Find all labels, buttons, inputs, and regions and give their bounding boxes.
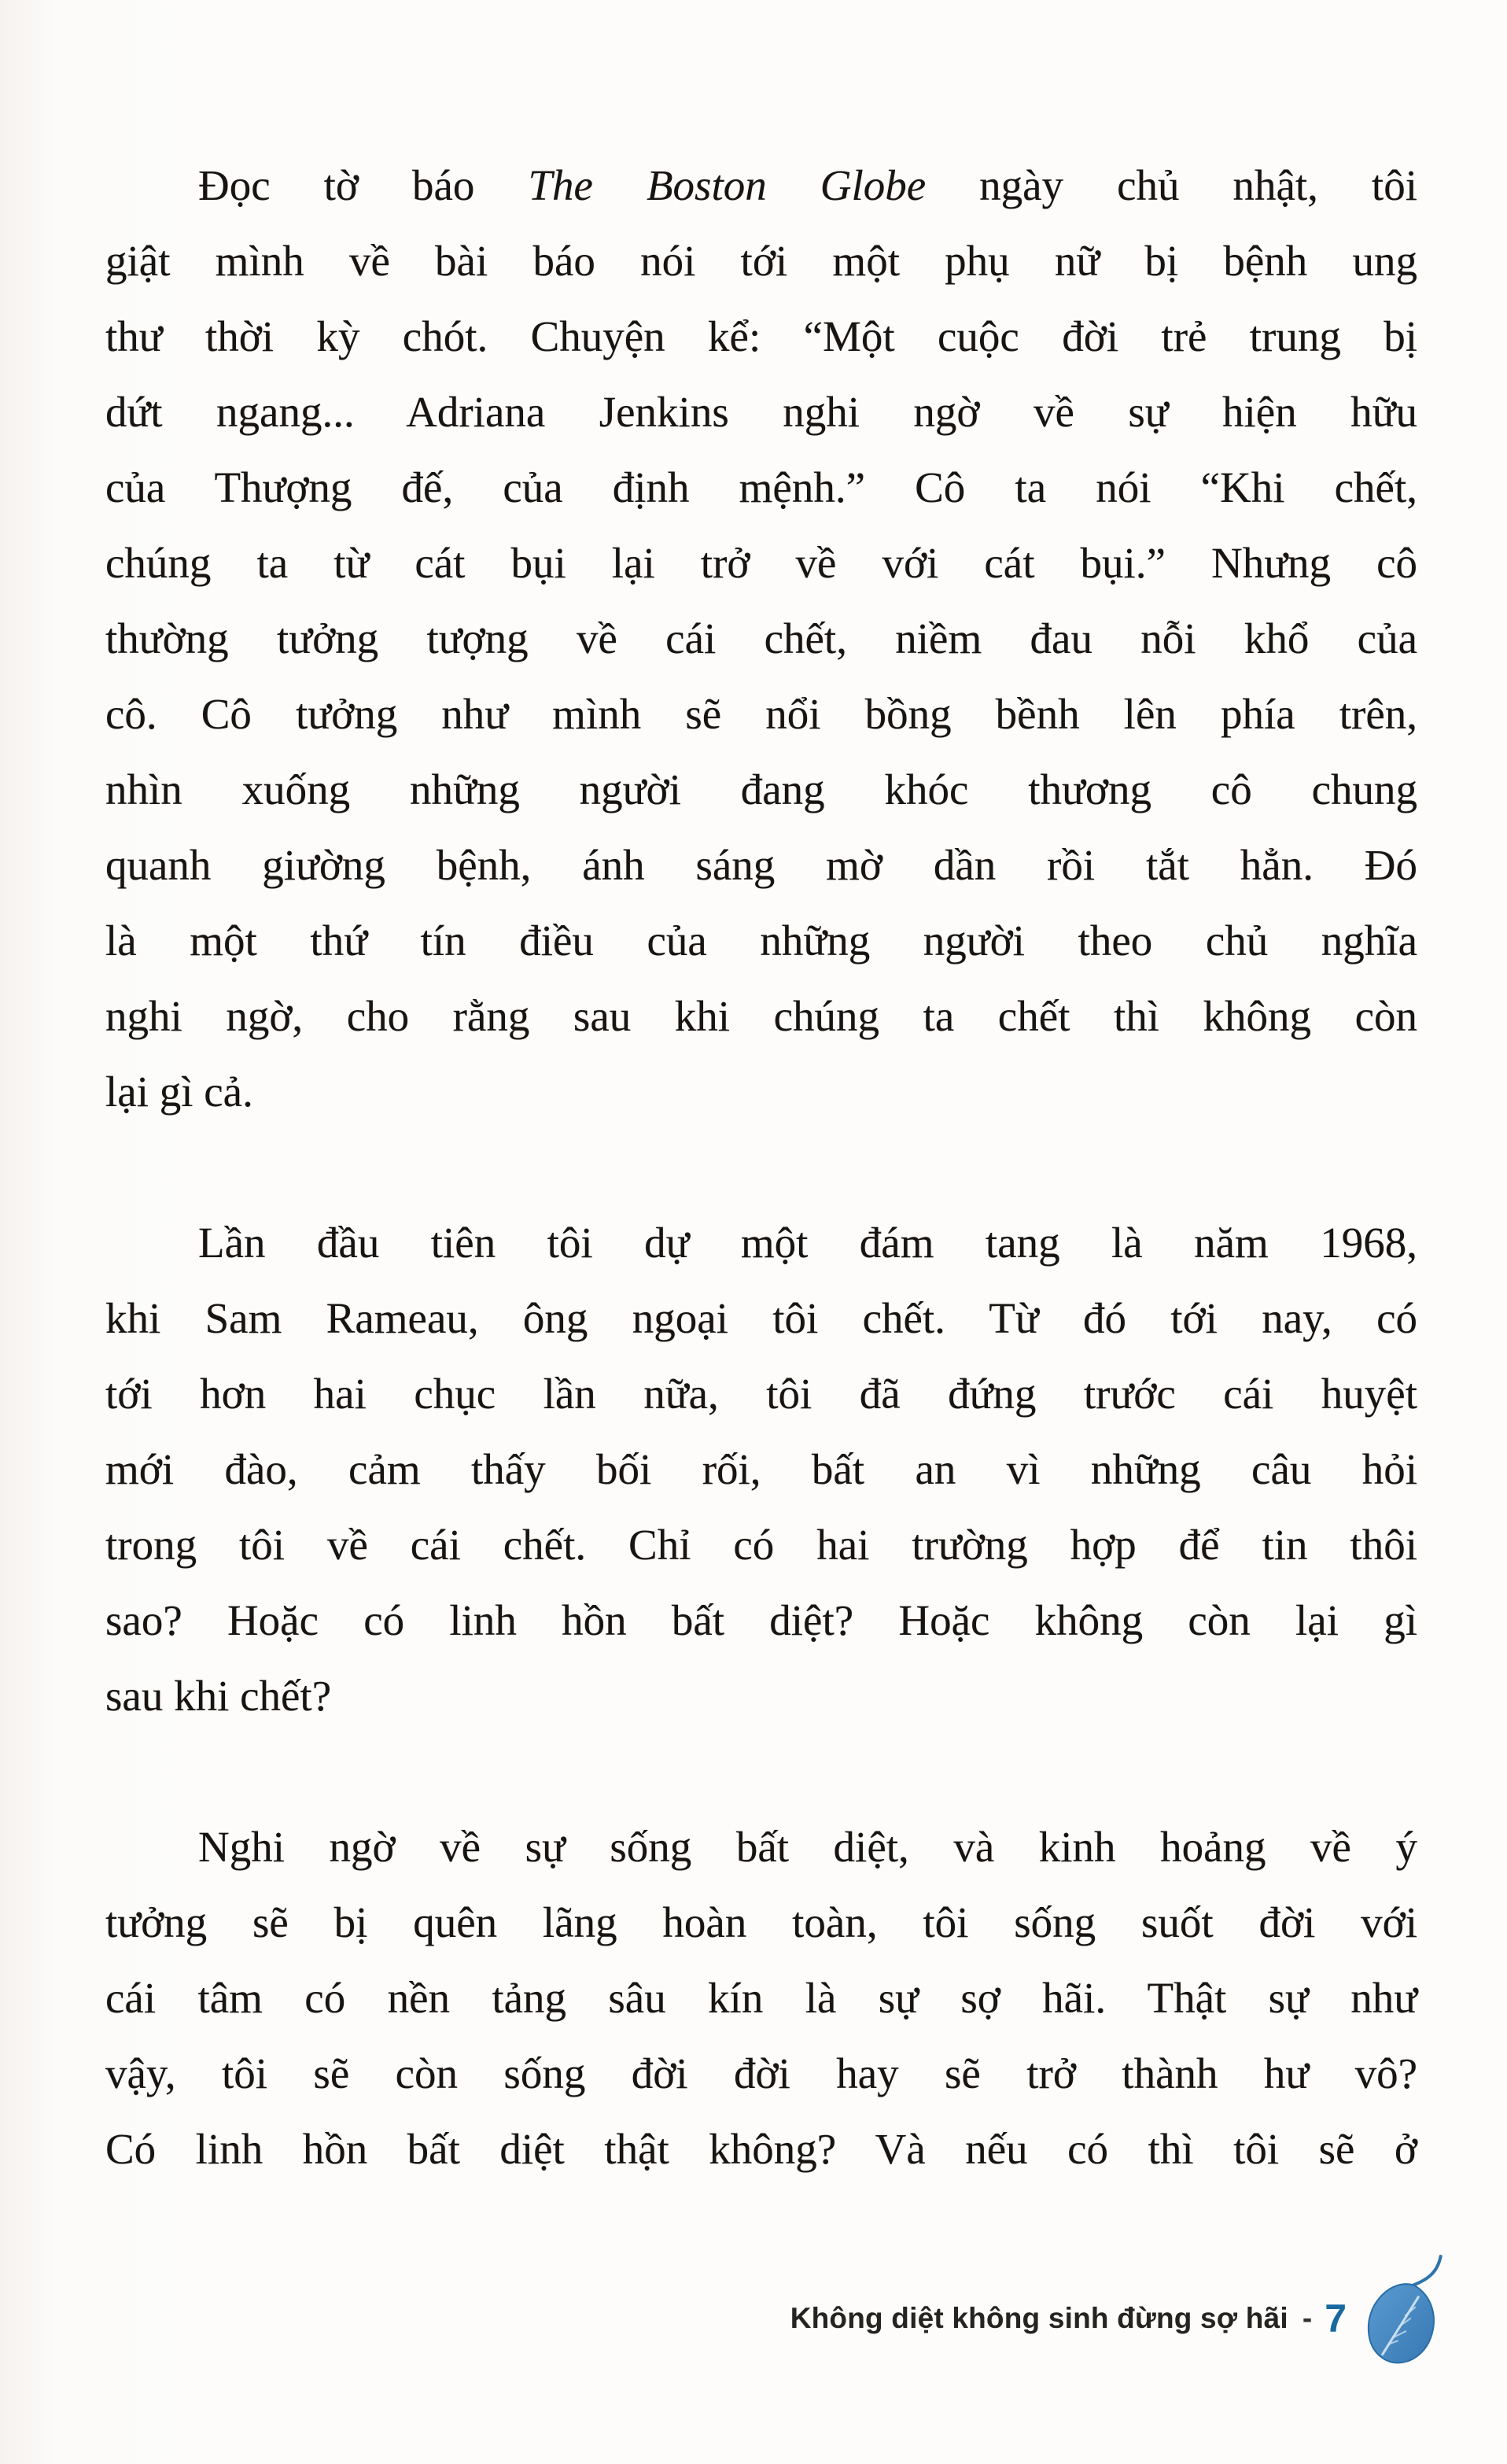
text-line: sau khi chết? <box>105 1672 332 1720</box>
text-line: của Thượng đế, của định mệnh.” Cô ta nói “Khi chết, <box>105 463 1417 511</box>
text-line: thường tưởng tượng về cái chết, niềm đau nỗi khổ của <box>105 614 1417 662</box>
footer-separator: - <box>1302 2301 1313 2334</box>
text-line: nghi ngờ, cho rằng sau khi chúng ta chết thì không còn <box>105 992 1417 1040</box>
running-title: Không diệt không sinh đừng sợ hãi <box>790 2301 1288 2334</box>
text-line: trong tôi về cái chết. Chỉ có hai trường hợp để tin thôi <box>105 1521 1417 1569</box>
text-line: Đọc tờ báo The Boston Globe ngày chủ nhật, tôi <box>198 161 1417 209</box>
footer <box>790 2256 1446 2380</box>
text-line: tới hơn hai chục lần nữa, tôi đã đứng trước cái huyệt <box>105 1370 1417 1418</box>
text-line: dứt ngang... Adriana Jenkins nghi ngờ về sự hiện hữu <box>105 388 1417 436</box>
paragraph <box>105 1809 1417 2187</box>
text-line: tưởng sẽ bị quên lãng hoàn toàn, tôi sống suốt đời với <box>105 1898 1417 1946</box>
text-line: giật mình về bài báo nói tới một phụ nữ bị bệnh ung <box>105 237 1417 285</box>
paragraph <box>105 148 1417 1130</box>
text-line: lại gì cả. <box>105 1068 253 1116</box>
text-line: cái tâm có nền tảng sâu kín là sự sợ hãi. Thật sự như <box>105 1974 1417 2022</box>
text-line: là một thứ tín điều của những người theo chủ nghĩa <box>105 917 1417 965</box>
text-line: Lần đầu tiên tôi dự một đám tang là năm 1968, <box>198 1219 1417 1267</box>
text-line: sao? Hoặc có linh hồn bất diệt? Hoặc không còn lại gì <box>105 1596 1417 1644</box>
paragraph <box>105 1205 1417 1734</box>
text-line: cô. Cô tưởng như mình sẽ nổi bồng bềnh lên phía trên, <box>105 690 1417 738</box>
text-line: vậy, tôi sẽ còn sống đời đời hay sẽ trở thành hư vô? <box>105 2049 1417 2097</box>
page-number: 7 <box>1325 2296 1347 2340</box>
text-line: mới đào, cảm thấy bối rối, bất an vì những câu hỏi <box>105 1445 1417 1493</box>
text-line: Có linh hồn bất diệt thật không? Và nếu có thì tôi sẽ ở <box>105 2125 1417 2173</box>
bodhi-leaf-icon <box>1358 2253 1446 2377</box>
page-text <box>105 148 1417 2187</box>
text-line: quanh giường bệnh, ánh sáng mờ dần rồi tắt hẳn. Đó <box>105 841 1417 889</box>
text-line: khi Sam Rameau, ông ngoại tôi chết. Từ đó tới nay, có <box>105 1294 1417 1342</box>
text-line: nhìn xuống những người đang khóc thương cô chung <box>105 765 1417 813</box>
text-line: chúng ta từ cát bụi lại trở về với cát bụi.” Nhưng cô <box>105 539 1417 587</box>
text-line: Nghi ngờ về sự sống bất diệt, và kinh hoảng về ý <box>198 1823 1417 1871</box>
text-line: thư thời kỳ chót. Chuyện kể: “Một cuộc đời trẻ trung bị <box>105 312 1417 360</box>
